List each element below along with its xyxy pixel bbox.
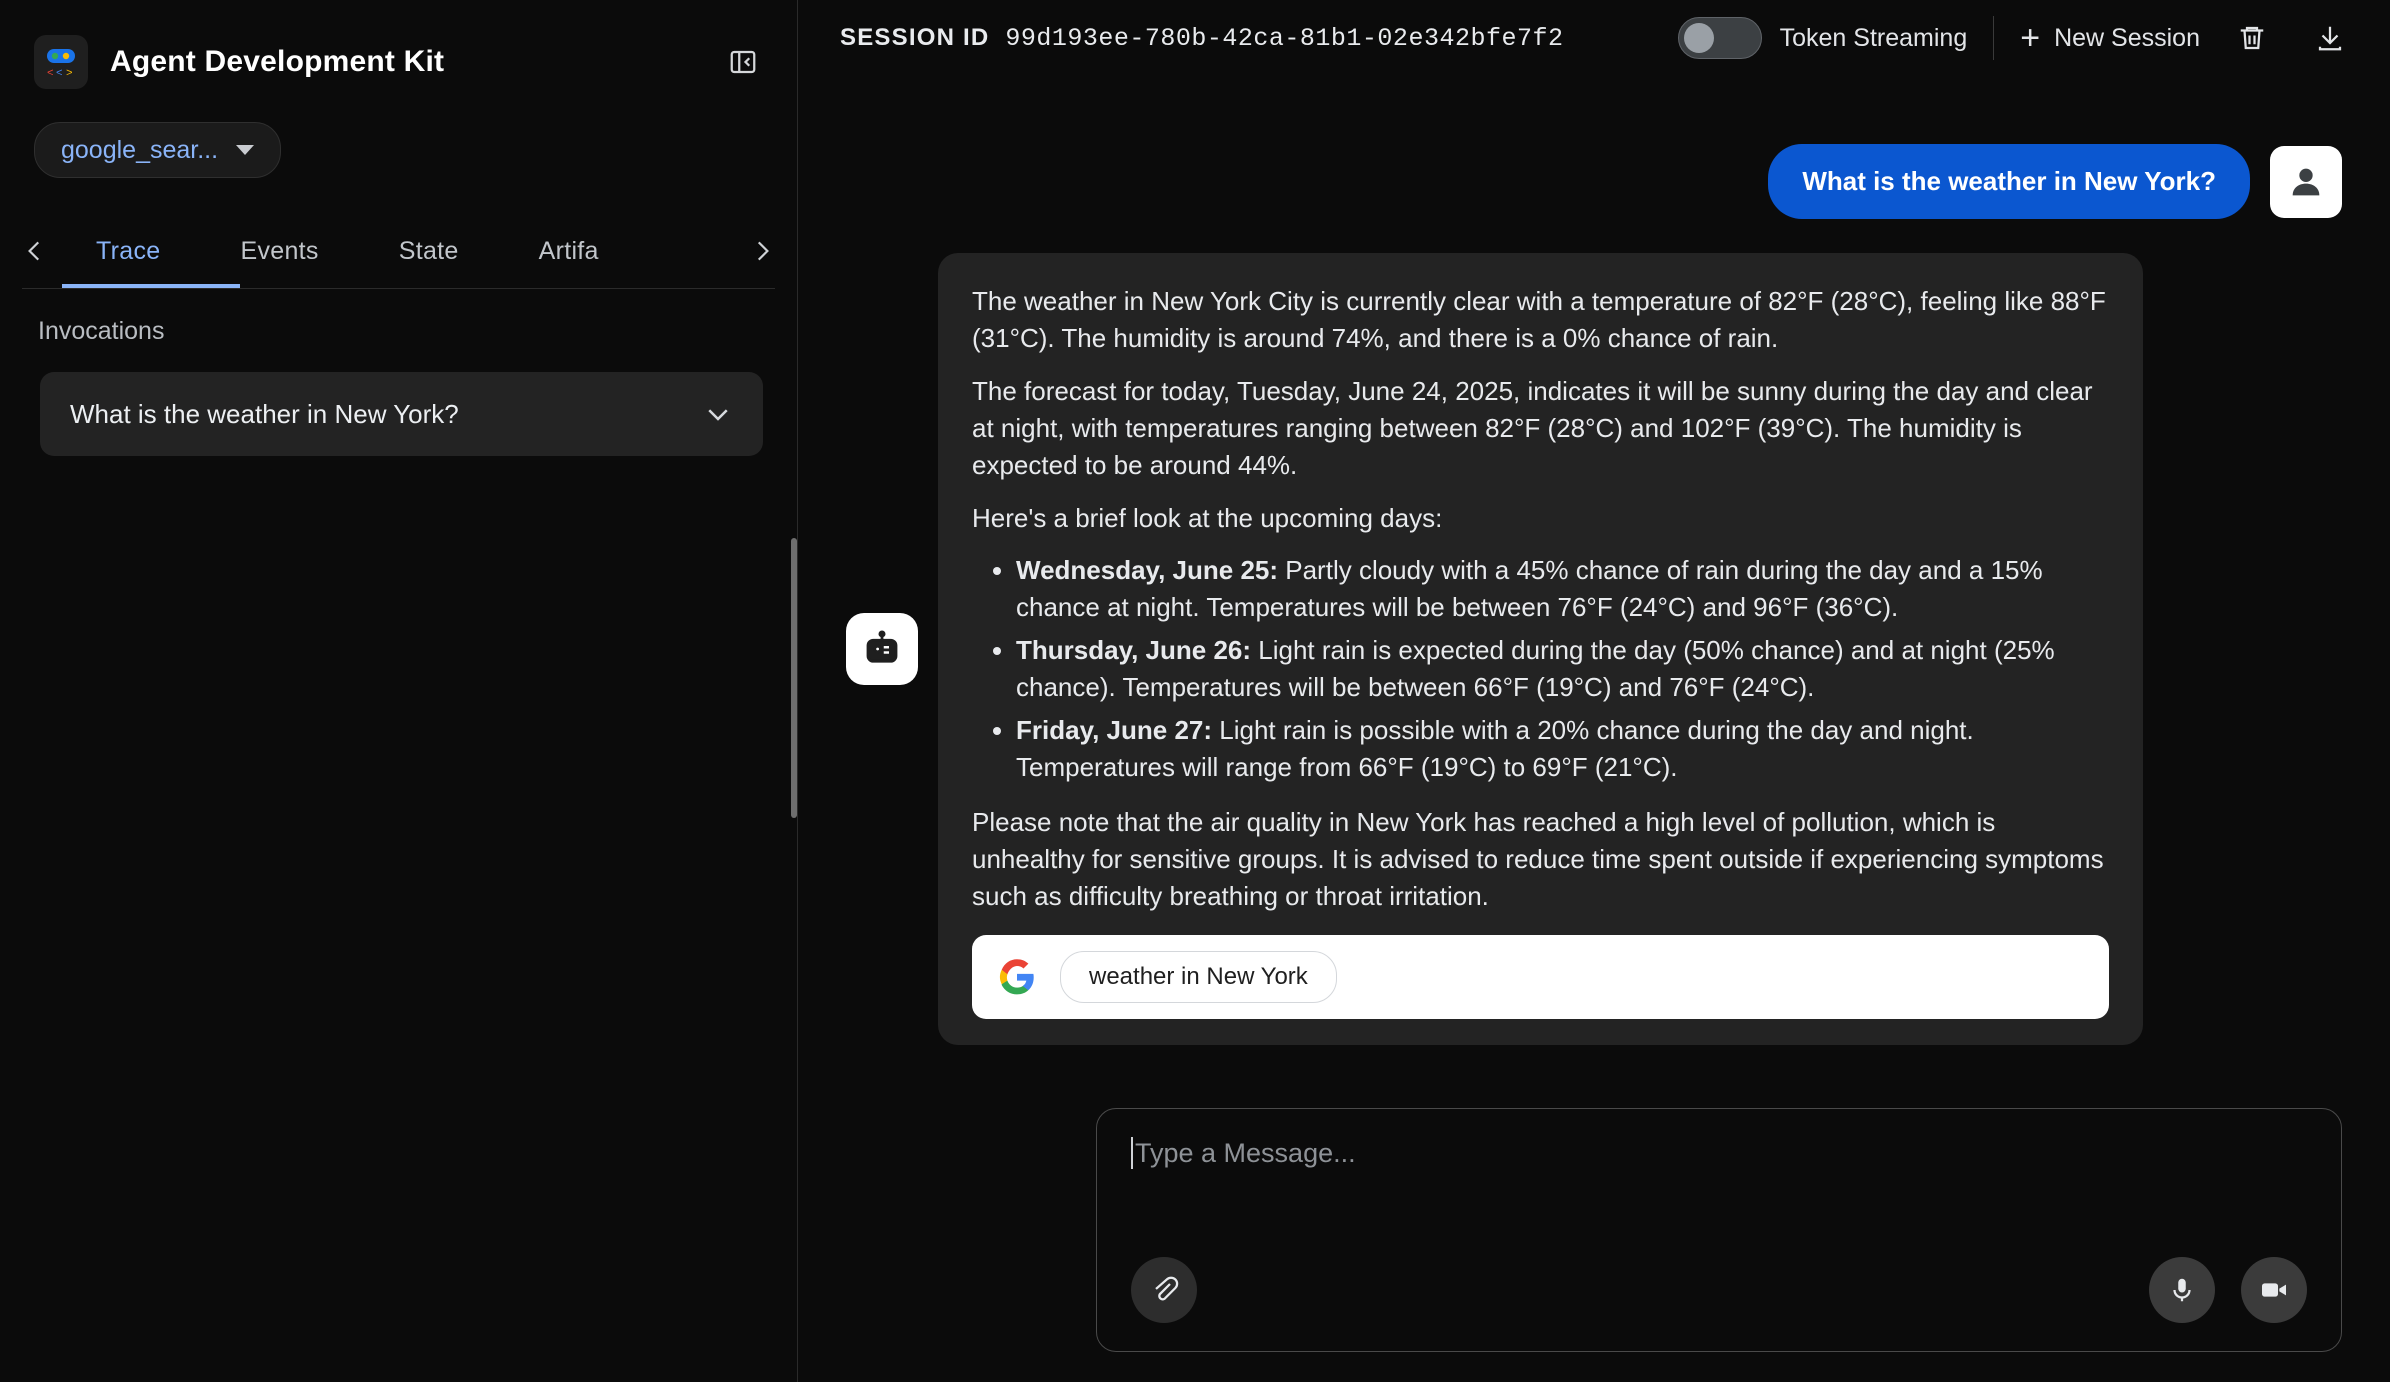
tab-state[interactable]: State xyxy=(398,237,459,265)
invocation-label: What is the weather in New York? xyxy=(70,398,459,429)
toggle-knob xyxy=(1684,23,1714,53)
chevron-right-icon[interactable] xyxy=(741,230,783,272)
list-item xyxy=(1016,632,2109,706)
tab-artifacts[interactable]: Artifa xyxy=(538,237,599,265)
top-bar xyxy=(798,0,2390,76)
adk-logo-icon xyxy=(34,35,88,89)
message-input-placeholder: Type a Message... xyxy=(1135,1137,1356,1168)
video-button[interactable] xyxy=(2241,1257,2307,1323)
chevron-left-icon[interactable] xyxy=(14,230,56,272)
bot-paragraph-3: Here's a brief look at the upcoming days: xyxy=(972,502,1443,533)
top-bar-actions xyxy=(1678,12,2356,64)
invocations-heading: Invocations xyxy=(38,317,165,345)
forecast-day-label: Friday, June 27: xyxy=(1016,715,1213,746)
svg-text:>: > xyxy=(66,68,73,80)
bot-paragraph-1: The weather in New York City is currently clear with a temperature of 82°F (28°C), feeling like 88°F (31°C). The humidity is around 74%, and there is a 0% chance of rain. xyxy=(972,286,2106,353)
list-item xyxy=(1016,552,2109,626)
chat-area xyxy=(798,76,2390,1090)
forecast-day-label: Wednesday, June 25: xyxy=(1016,555,1279,586)
svg-text:<: < xyxy=(56,68,63,80)
attach-file-button[interactable] xyxy=(1131,1257,1197,1323)
grounding-bar xyxy=(972,935,2109,1019)
app-selector-container xyxy=(0,96,797,178)
session-id-label: SESSION ID xyxy=(840,24,990,51)
page-title: Agent Development Kit xyxy=(110,45,445,78)
user-avatar-icon xyxy=(2270,146,2342,218)
tab-list xyxy=(56,214,741,288)
main-panel xyxy=(798,0,2390,1382)
divider xyxy=(1993,16,1994,60)
trash-icon[interactable] xyxy=(2226,12,2278,64)
download-icon[interactable] xyxy=(2304,12,2356,64)
bot-closing-paragraph: Please note that the air quality in New York has reached a high level of pollution, which is unhealthy for sensitive groups. It is advised to reduce time spent outside if experiencing symptoms such as difficulty breathing or throat irritation. xyxy=(972,806,2104,911)
list-item[interactable] xyxy=(40,372,763,456)
forecast-day-text: Light rain is possible with a 20% chance during the day and night. Temperatures will range from 66°F (19°C) to 69°F (21°C). xyxy=(1016,715,1974,782)
robot-avatar-icon xyxy=(846,613,918,685)
google-logo-icon xyxy=(998,958,1036,996)
chevron-down-icon[interactable] xyxy=(703,399,733,429)
session-id-value: 99d193ee-780b-42ca-81b1-02e342bfe7f2 xyxy=(1005,23,1564,53)
bot-message-row xyxy=(846,253,2342,1045)
message-input[interactable] xyxy=(1131,1137,2307,1169)
app-selector[interactable] xyxy=(34,122,281,178)
message-composer[interactable] xyxy=(1096,1108,2342,1352)
tab-events[interactable]: Events xyxy=(240,237,319,265)
sidebar xyxy=(0,0,798,1382)
user-message-row xyxy=(846,144,2342,219)
composer-container xyxy=(798,1090,2390,1382)
chevron-down-icon xyxy=(236,145,254,155)
scrollbar[interactable] xyxy=(791,538,797,818)
list-item xyxy=(1016,712,2109,786)
composer-right-actions xyxy=(2149,1257,2307,1323)
active-tab-indicator xyxy=(62,284,240,288)
grounding-search-chip[interactable]: weather in New York xyxy=(1060,951,1337,1003)
app-selector-value: google_sear... xyxy=(61,135,219,164)
forecast-list xyxy=(1016,552,2109,785)
composer-actions xyxy=(1131,1257,2307,1323)
panel-collapse-icon[interactable] xyxy=(723,42,763,82)
forecast-day-text: Light rain is expected during the day (50% chance) and at night (25% chance). Temperatures will be between 66°F (19°C) and 76°F (24°C). xyxy=(1016,635,2055,703)
svg-text:<: < xyxy=(47,68,54,80)
new-session-label: New Session xyxy=(2054,23,2200,52)
sidebar-tabs xyxy=(0,214,797,288)
bot-message xyxy=(938,253,2143,1045)
sidebar-header xyxy=(0,0,797,96)
bot-paragraph-2: The forecast for today, Tuesday, June 24, 2025, indicates it will be sunny during the day and clear at night, with temperatures ranging between 82°F (28°C) and 102°F (39°C). The humidity is expected to be around 44%. xyxy=(972,375,2093,480)
tab-trace[interactable]: Trace xyxy=(96,237,161,265)
text-caret xyxy=(1131,1137,1133,1169)
forecast-day-text: Partly cloudy with a 45% chance of rain during the day and a 15% chance at night. Temperatures will be between 76°F (24°C) and 96°F (36°C). xyxy=(1016,555,2043,623)
forecast-day-label: Thursday, June 26: xyxy=(1016,635,1252,666)
new-session-button[interactable] xyxy=(2020,21,2200,55)
microphone-button[interactable] xyxy=(2149,1257,2215,1323)
user-message: What is the weather in New York? xyxy=(1768,144,2250,219)
plus-icon: + xyxy=(2020,19,2041,57)
token-streaming-toggle[interactable] xyxy=(1678,17,1762,59)
token-streaming-label: Token Streaming xyxy=(1779,23,1968,52)
